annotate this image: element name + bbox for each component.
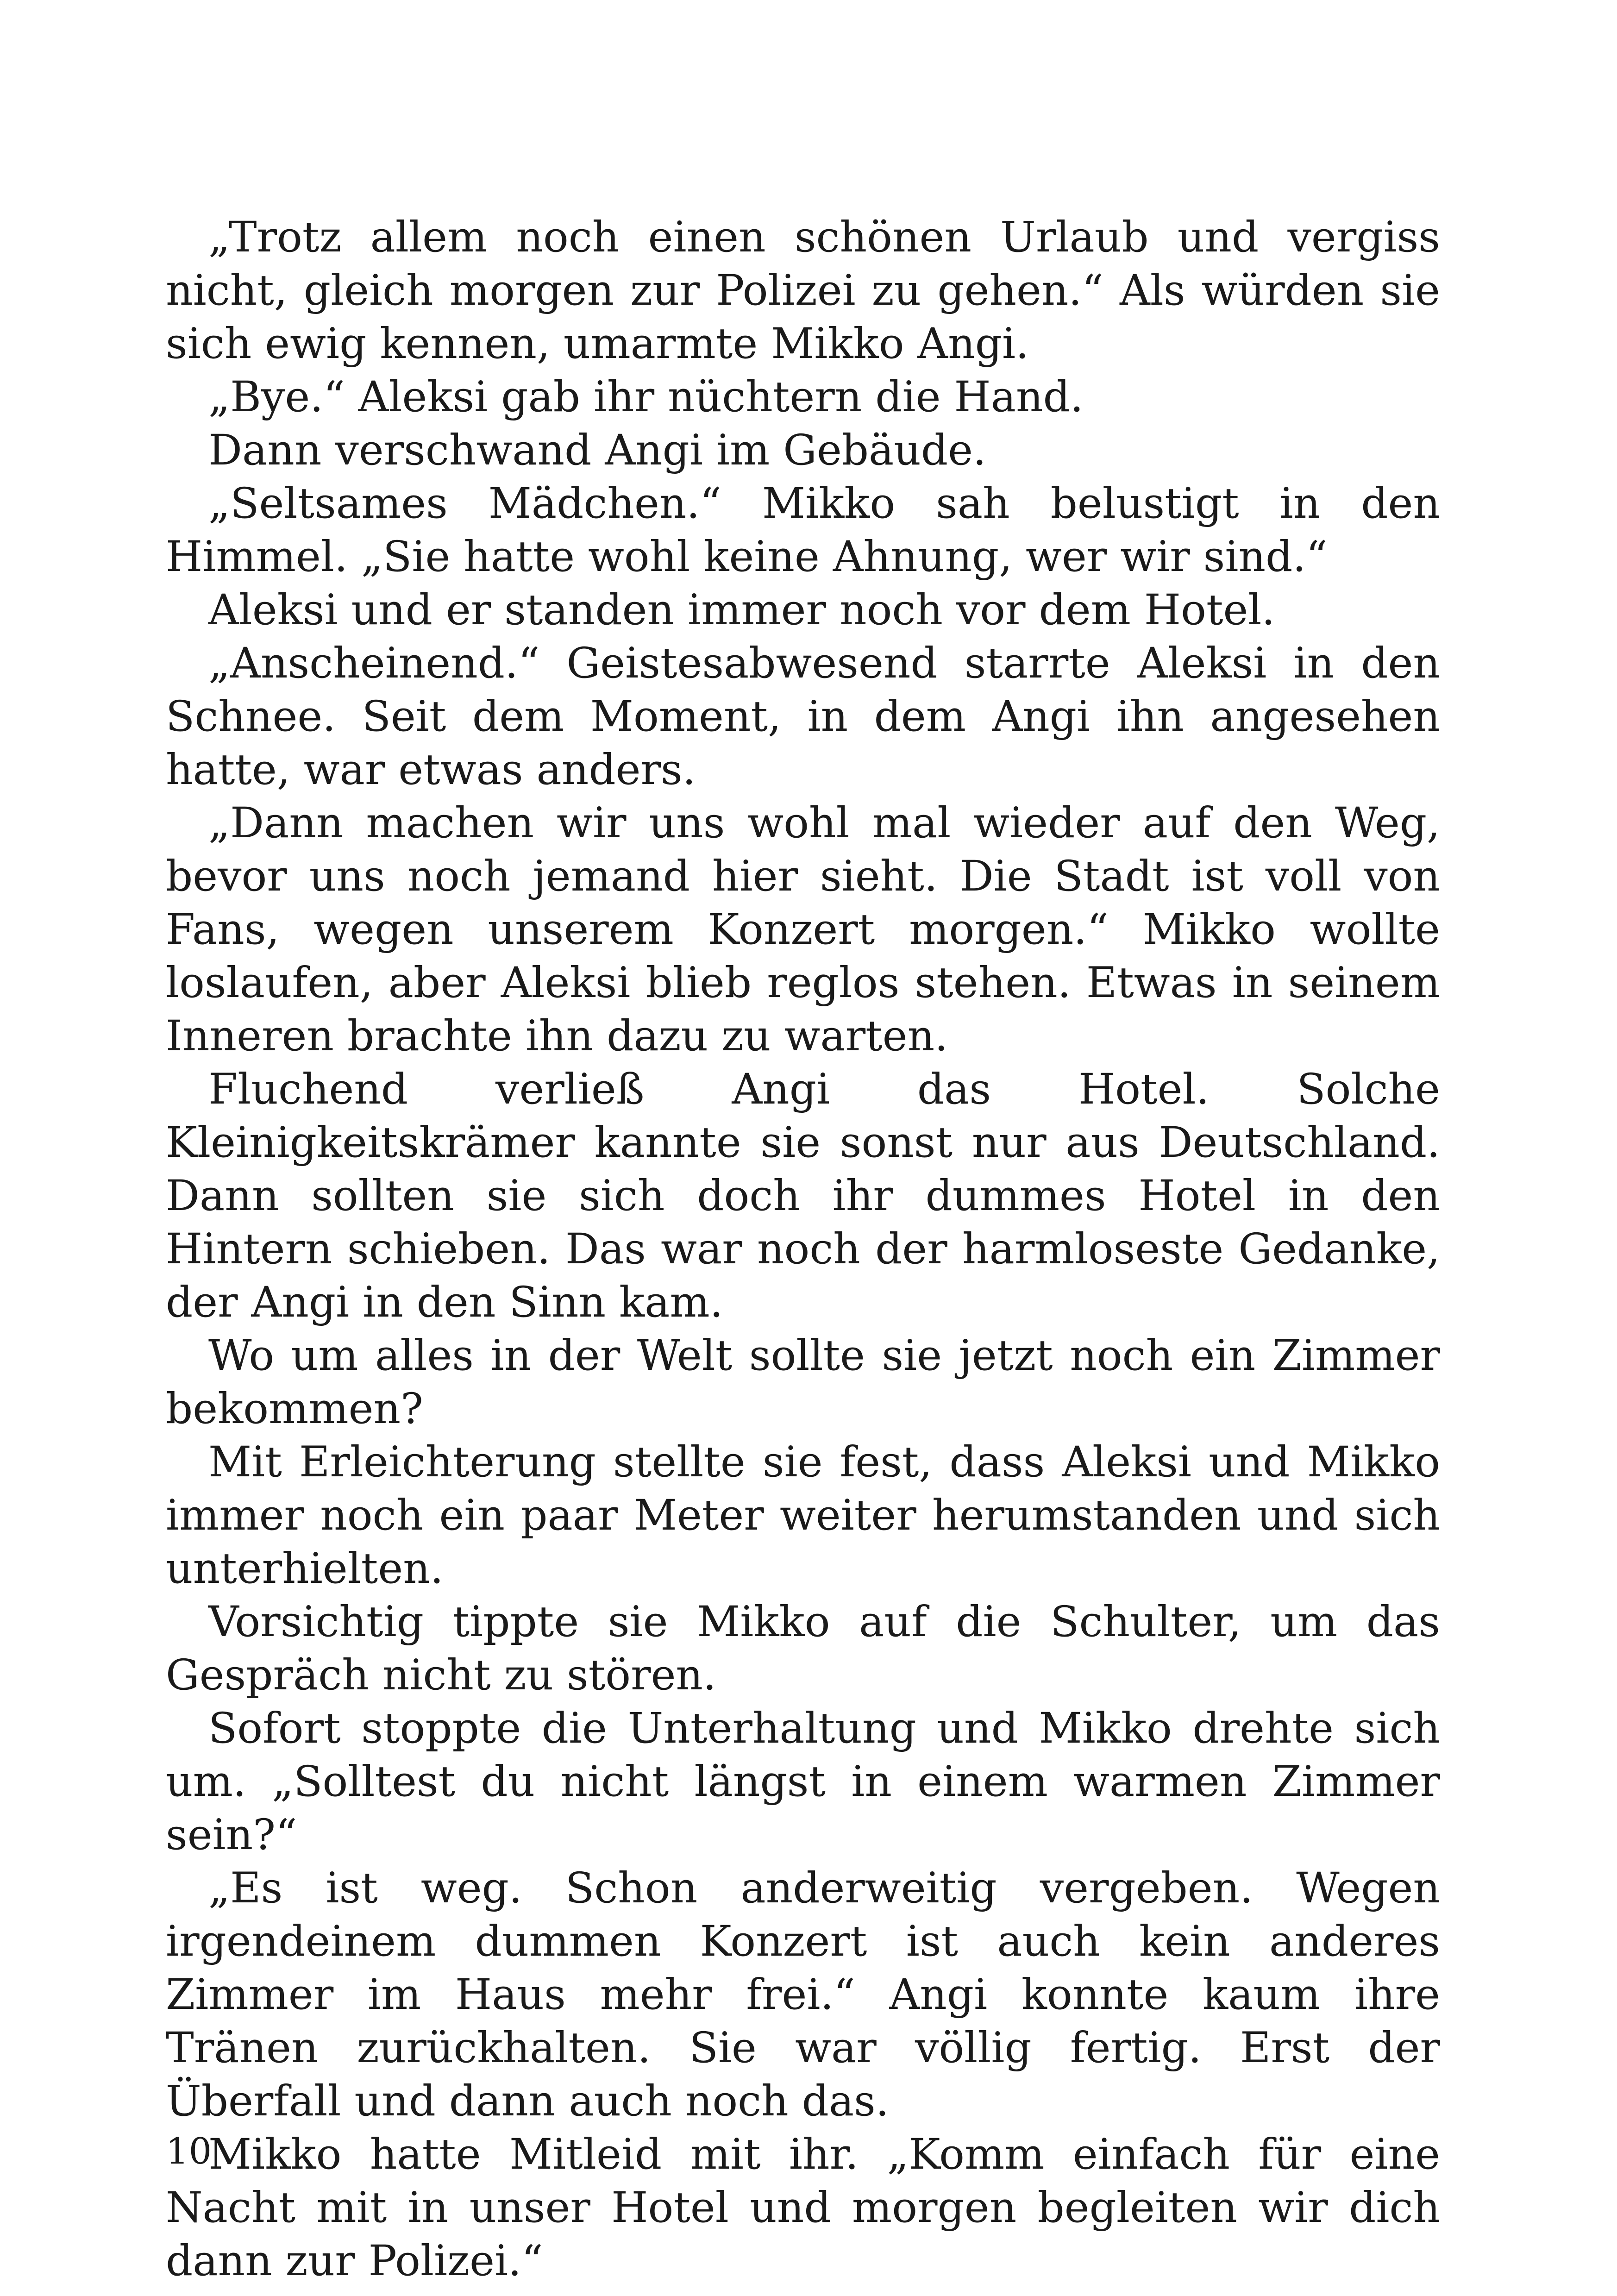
paragraph: „Anscheinend.“ Geistesabwesend starrte Aleksi in den Schnee. Seit dem Moment, in dem Angi ihn angesehen hatte, war etwas anders.: [166, 639, 1440, 794]
paragraph: „Es ist weg. Schon anderweitig vergeben. Wegen irgendeinem dummen Konzert ist auch kein anderes Zimmer im Haus mehr frei.“ Angi konnte kaum ihre Tränen zurückhalten. Sie war völlig fertig. Erst der Überfall und dann auch noch das.: [166, 1864, 1440, 2126]
paragraph: „Dann machen wir uns wohl mal wieder auf den Weg, bevor uns noch jemand hier sieht. Die Stadt ist voll von Fans, wegen unserem Konzert morgen.“ Mikko wollte loslaufen, aber Aleksi blieb reglos stehen. Etwas in seinem Inneren brachte ihn dazu zu warten.: [166, 799, 1440, 1060]
paragraph: Aleksi und er standen immer noch vor dem Hotel.: [208, 586, 1275, 634]
paragraph: „Trotz allem noch einen schönen Urlaub und vergiss nicht, gleich morgen zur Polizei zu gehen.“ Als würden sie sich ewig kennen, umarmte Mikko Angi.: [166, 213, 1440, 368]
paragraph: Mit Erleichterung stellte sie fest, dass Aleksi und Mikko immer noch ein paar Meter weiter herumstanden und sich unterhielten.: [166, 1438, 1440, 1593]
paragraph: Vorsichtig tippte sie Mikko auf die Schulter, um das Gespräch nicht zu stören.: [166, 1598, 1440, 1700]
page-number: 10: [166, 2131, 212, 2172]
paragraph: „Bye.“ Aleksi gab ihr nüchtern die Hand.: [208, 373, 1084, 421]
paragraph: Mikko hatte Mitleid mit ihr. „Komm einfach für eine Nacht mit in unser Hotel und morgen begleiten wir dich dann zur Polizei.“: [166, 2130, 1440, 2285]
body-text: [166, 211, 1440, 2288]
paragraph: Sofort stoppte die Unterhaltung und Mikko drehte sich um. „Solltest du nicht längst in einem warmen Zimmer sein?“: [166, 1704, 1440, 1859]
paragraph: Fluchend verließ Angi das Hotel. Solche Kleinigkeitskrämer kannte sie sonst nur aus Deutschland. Dann sollten sie sich doch ihr dummes Hotel in den Hintern schieben. Das war noch der harmloseste Gedanke, der Angi in den Sinn kam.: [166, 1065, 1440, 1327]
paragraph: Dann verschwand Angi im Gebäude.: [208, 426, 986, 475]
paragraph: Wo um alles in der Welt sollte sie jetzt noch ein Zimmer bekommen?: [166, 1331, 1440, 1433]
paragraph: „Seltsames Mädchen.“ Mikko sah belustigt in den Himmel. „Sie hatte wohl keine Ahnung, wer wir sind.“: [166, 479, 1440, 581]
